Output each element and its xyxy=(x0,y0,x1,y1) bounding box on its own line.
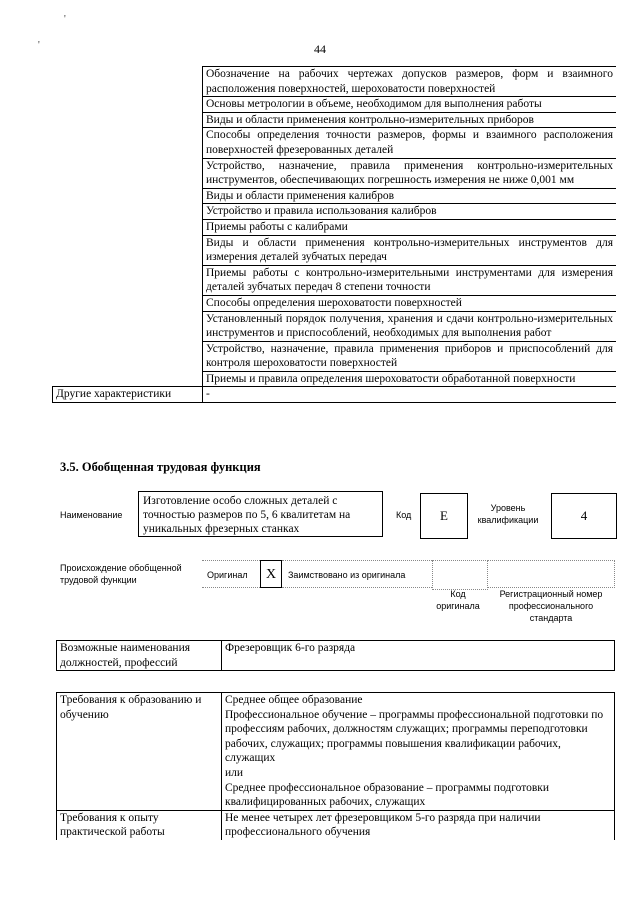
code-label: Код xyxy=(396,510,412,520)
knowledge-item: Приемы работы с калибрами xyxy=(203,219,617,235)
education-line: Профессиональное обучение – программы профессиональной подготовки по профессиям рабочих, должностям служащих; программы переподготовки рабочих, служащих; программы повышения квалификации рабочих, служащих xyxy=(225,708,604,765)
origin-original: Оригинал xyxy=(202,560,260,588)
code-value: E xyxy=(420,493,468,539)
positions-value: Фрезеровщик 6-го разряда xyxy=(222,641,615,671)
knowledge-item: Устройство, назначение, правила применения контрольно-измерительных инструментов, обеспечивающих погрешность измерения не ниже 0,001 мм xyxy=(203,158,617,188)
positions-table xyxy=(56,640,615,671)
knowledge-table xyxy=(52,66,616,403)
knowledge-item: Обозначение на рабочих чертежах допусков размеров, форм и взаимного расположения поверхностей, шероховатости поверхностей xyxy=(203,67,617,97)
origin-mark: X xyxy=(260,560,282,588)
knowledge-item: Установленный порядок получения, хранения и сдачи контрольно-измерительных инструментов и приспособлений, необходимых для выполнения работ xyxy=(203,311,617,341)
margin-mark: ' xyxy=(64,14,66,25)
qualification-level-label: Уровень квалификации xyxy=(477,503,539,525)
education-line: или xyxy=(225,766,244,779)
qualification-level-value: 4 xyxy=(551,493,617,539)
education-label: Требования к образованию и обучению xyxy=(57,693,222,811)
education-line: Среднее общее образование xyxy=(225,694,363,706)
other-characteristics-label: Другие характеристики xyxy=(53,387,203,403)
other-characteristics-value: - xyxy=(203,387,617,403)
requirements-table xyxy=(56,692,615,840)
registration-number-caption: Регистрационный номер профессионального стандарта xyxy=(499,589,603,623)
origin-row xyxy=(202,560,615,588)
knowledge-item: Способы определения точности размеров, формы и взаимного расположения поверхностей фрезерованных деталей xyxy=(203,128,617,158)
knowledge-item: Виды и области применения контрольно-измерительных инструментов для измерения деталей зубчатых передач xyxy=(203,235,617,265)
code-original-cell xyxy=(432,560,488,590)
margin-mark: ' xyxy=(38,40,40,51)
knowledge-item: Устройство и правила использования калибров xyxy=(203,204,617,220)
name-value: Изготовление особо сложных деталей с точностью размеров по 5, 6 квалитетам на уникальных фрезерных станках xyxy=(138,491,383,537)
section-title: 3.5. Обобщенная трудовая функция xyxy=(60,460,261,474)
knowledge-item: Виды и области применения контрольно-измерительных приборов xyxy=(203,112,617,128)
code-original-caption: Код оригинала xyxy=(436,589,480,611)
knowledge-item: Виды и области применения калибров xyxy=(203,188,617,204)
knowledge-item: Устройство, назначение, правила применения приборов и приспособлений для контроля шероховатости поверхностей xyxy=(203,341,617,371)
experience-value: Не менее четырех лет фрезеровщиком 5-го разряда при наличии профессионального обучения xyxy=(222,810,615,840)
name-label: Наименование xyxy=(60,510,123,520)
knowledge-item: Основы метрологии в объеме, необходимом для выполнения работы xyxy=(203,97,617,113)
knowledge-item: Приемы и правила определения шероховатости обработанной поверхности xyxy=(203,371,617,387)
education-value xyxy=(222,693,615,811)
experience-label: Требования к опыту практической работы xyxy=(57,810,222,840)
page-number: 44 xyxy=(314,42,326,56)
education-line: Среднее профессиональное образование – программы подготовки квалифицированных рабочих, служащих xyxy=(225,781,550,809)
registration-number-cell xyxy=(487,560,615,588)
positions-label: Возможные наименования должностей, профессий xyxy=(57,641,222,671)
origin-label: Происхождение обобщенной трудовой функции xyxy=(60,563,182,585)
knowledge-item: Способы определения шероховатости поверхностей xyxy=(203,295,617,311)
origin-borrowed: Заимствовано из оригинала xyxy=(282,560,432,588)
knowledge-item: Приемы работы с контрольно-измерительными инструментами для измерения деталей зубчатых передач 8 степени точности xyxy=(203,265,617,295)
